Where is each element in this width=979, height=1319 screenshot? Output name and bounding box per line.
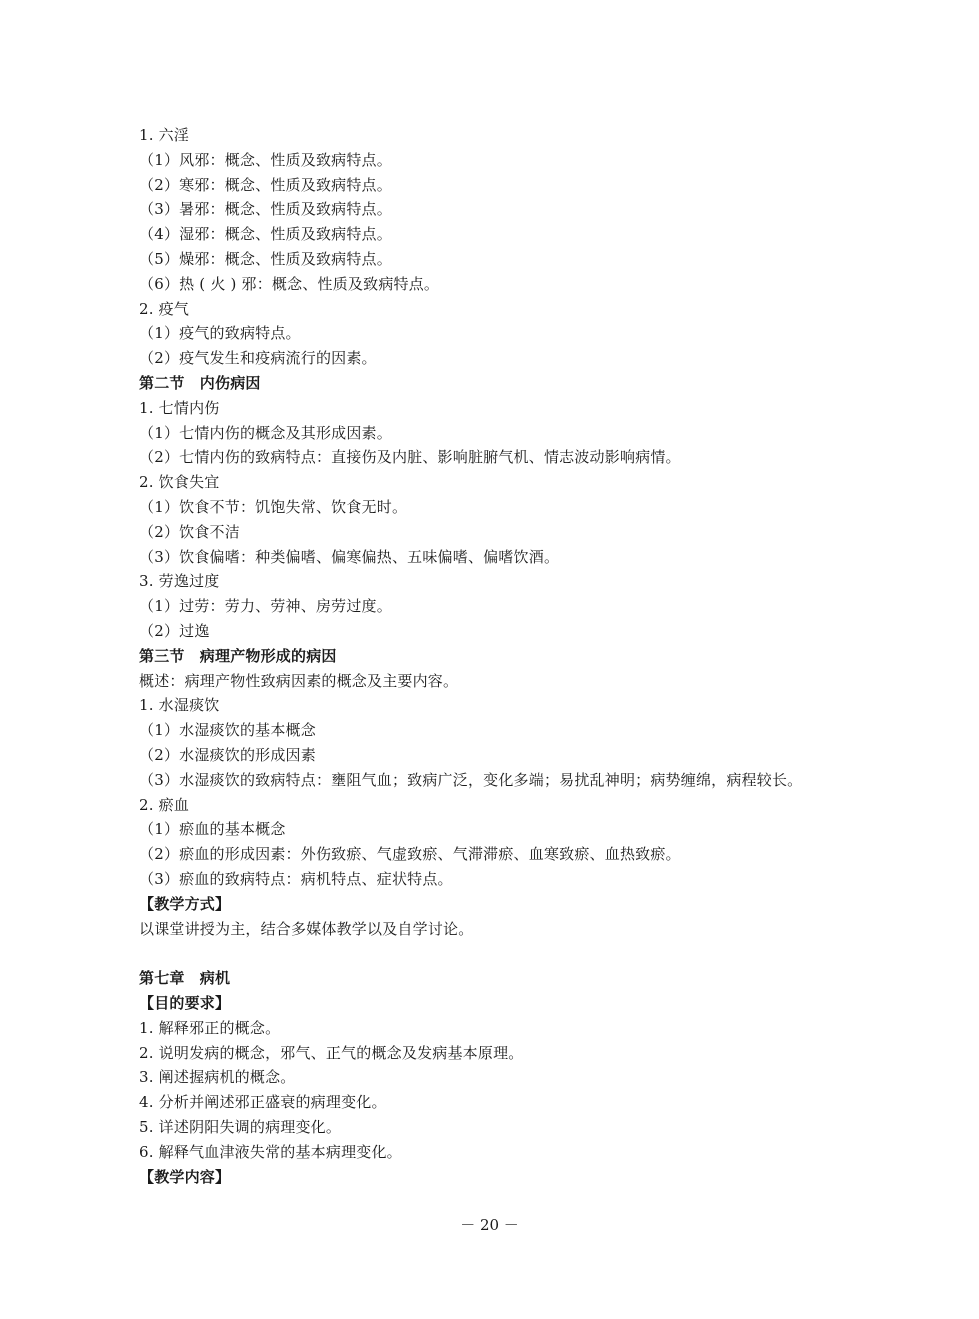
- text-line: （2）疫气发生和疫病流行的因素。: [139, 349, 377, 368]
- text-line: 2. 饮食失宜: [139, 473, 220, 492]
- text-line: （1）水湿痰饮的基本概念: [139, 721, 316, 740]
- heading-line: 第七章 病机: [139, 969, 231, 988]
- text-line: 3. 劳逸过度: [139, 572, 220, 591]
- text-line: （2）水湿痰饮的形成因素: [139, 745, 316, 764]
- text-line: （2）寒邪：概念、性质及致病特点。: [139, 175, 392, 194]
- text-line: 2. 疫气: [139, 299, 190, 318]
- text-line: （2）七情内伤的致病特点：直接伤及内脏、影响脏腑气机、情志波动影响病情。: [139, 448, 681, 467]
- heading-line: 【教学内容】: [139, 1167, 231, 1186]
- heading-line: 【教学方式】: [139, 894, 231, 913]
- page-number: － 20 －: [460, 1216, 519, 1234]
- heading-line: 第三节 病理产物形成的病因: [139, 646, 337, 665]
- text-line: （1）饮食不节：饥饱失常、饮食无时。: [139, 497, 408, 516]
- text-line: （3）瘀血的致病特点：病机特点、症状特点。: [139, 869, 453, 888]
- text-line: 2. 说明发病的概念，邪气、正气的概念及发病基本原理。: [139, 1043, 524, 1062]
- text-line: 1. 水湿痰饮: [139, 696, 220, 715]
- text-line: 概述：病理产物性致病因素的概念及主要内容。: [139, 671, 459, 690]
- heading-line: 第二节 内伤病因: [139, 373, 261, 392]
- text-line: 1. 六淫: [139, 126, 190, 144]
- text-line: （5）燥邪：概念、性质及致病特点。: [139, 249, 392, 268]
- text-line: （1）七情内伤的概念及其形成因素。: [139, 423, 392, 442]
- text-line: 4. 分析并阐述邪正盛衰的病理变化。: [139, 1093, 387, 1112]
- text-line: （3）水湿痰饮的致病特点：壅阻气血；致病广泛，变化多端；易扰乱神明；病势缠绵，病程较长。: [139, 770, 803, 789]
- text-line: （3）饮食偏嗜：种类偏嗜、偏寒偏热、五味偏嗜、偏嗜饮酒。: [139, 547, 560, 566]
- text-line: 1. 七情内伤: [139, 398, 220, 417]
- text-line: （2）饮食不洁: [139, 522, 240, 541]
- section-block-part1: [139, 123, 899, 941]
- section-block-part2: [139, 966, 899, 1189]
- text-line: 以课堂讲授为主，结合多媒体教学以及自学讨论。: [139, 919, 474, 938]
- heading-line: 【目的要求】: [139, 994, 231, 1013]
- page-body: [139, 123, 899, 1189]
- text-line: （1）过劳：劳力、劳神、房劳过度。: [139, 597, 392, 616]
- text-line: （1）风邪：概念、性质及致病特点。: [139, 150, 392, 169]
- text-line: （1）疫气的致病特点。: [139, 324, 301, 343]
- text-line: （1）瘀血的基本概念: [139, 820, 286, 839]
- text-line: （2）过逸: [139, 621, 210, 640]
- text-line: （4）湿邪：概念、性质及致病特点。: [139, 225, 392, 244]
- text-line: （6）热 ( 火 ) 邪：概念、性质及致病特点。: [139, 274, 440, 293]
- text-line: 1. 解释邪正的概念。: [139, 1018, 281, 1037]
- text-line: （2）瘀血的形成因素：外伤致瘀、气虚致瘀、气滞滞瘀、血寒致瘀、血热致瘀。: [139, 845, 681, 864]
- text-line: 6. 解释气血津液失常的基本病理变化。: [139, 1142, 402, 1161]
- text-line: （3）暑邪：概念、性质及致病特点。: [139, 200, 392, 219]
- paragraph-gap: [139, 941, 899, 966]
- text-line: 3. 阐述握病机的概念。: [139, 1068, 296, 1087]
- text-line: 2. 瘀血: [139, 795, 190, 814]
- text-line: 5. 详述阴阳失调的病理变化。: [139, 1118, 342, 1137]
